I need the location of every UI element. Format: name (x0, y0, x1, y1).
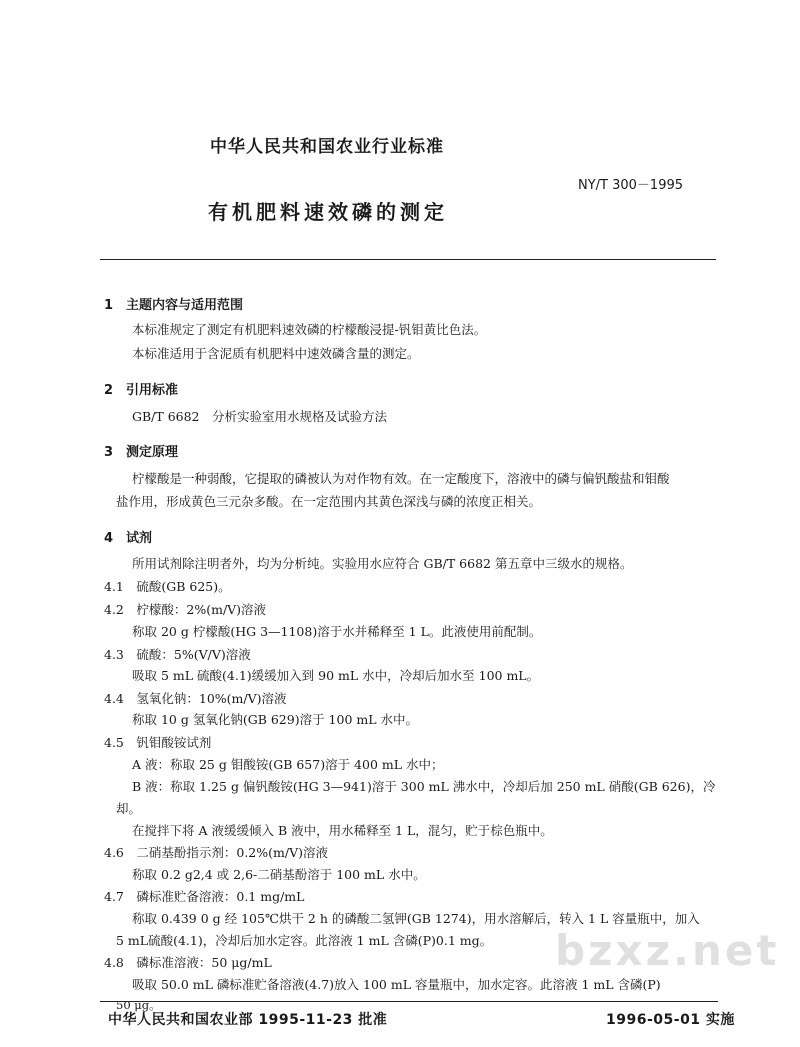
reagent-text: 称取 20 g 柠檬酸(HG 3—1108)溶于水并稀释至 1 L。此液使用前配制。 (132, 624, 542, 639)
reagent-text: 称取 0.439 0 g 经 105℃烘干 2 h 的磷酸二氢钾(GB 1274)，用水溶解后，转入 1 L 容量瓶中，加入 (132, 911, 700, 926)
section-4-heading: 4 试剂 (104, 531, 153, 546)
reagent-item: 4.6 二硝基酚指示剂：0.2%(m/V)溶液 (104, 845, 328, 860)
section-1-paragraph: 本标准规定了测定有机肥料速效磷的柠檬酸浸提-钒钼黄比色法。 (132, 322, 487, 337)
reagent-item: 4.1 硫酸(GB 625)。 (104, 579, 231, 594)
section-3-paragraph: 盐作用，形成黄色三元杂多酸。在一定范围内其黄色深浅与磷的浓度正相关。 (116, 494, 542, 509)
reagent-text: 称取 0.2 g2,4 或 2,6-二硝基酚溶于 100 mL 水中。 (132, 867, 426, 882)
reagent-text: 吸取 5 mL 硫酸(4.1)缓缓加入到 90 mL 水中，冷却后加水至 100 mL。 (132, 668, 540, 683)
section-1-heading: 1 主题内容与适用范围 (104, 298, 244, 313)
document-title: 有机肥料速效磷的测定 (208, 200, 448, 224)
reagent-item: 4.5 钒钼酸铵试剂 (104, 735, 212, 750)
implementation-date: 1996-05-01 实施 (606, 1012, 735, 1028)
reagent-item: 4.4 氢氧化钠：10%(m/V)溶液 (104, 691, 287, 706)
watermark: bzxz.net (555, 926, 780, 975)
header-divider (100, 259, 716, 260)
reagent-text: A 液：称取 25 g 钼酸铵(GB 657)溶于 400 mL 水中； (132, 757, 444, 772)
reagent-item: 4.7 磷标准贮备溶液：0.1 mg/mL (104, 889, 305, 904)
footer-divider (100, 1001, 718, 1002)
section-4-intro: 所用试剂除注明者外，均为分析纯。实验用水应符合 GB/T 6682 第五章中三级水的规格。 (132, 556, 633, 571)
reagent-text: 5 mL硫酸(4.1)，冷却后加水定容。此溶液 1 mL 含磷(P)0.1 mg。 (116, 933, 493, 948)
reagent-item: 4.8 磷标准溶液：50 μg/mL (104, 955, 272, 970)
section-3-paragraph: 柠檬酸是一种弱酸，它提取的磷被认为对作物有效。在一定酸度下，溶液中的磷与偏钒酸盐和钼酸 (132, 471, 670, 486)
section-2-paragraph: GB/T 6682 分析实验室用水规格及试验方法 (132, 409, 388, 424)
reagent-text: 吸取 50.0 mL 磷标准贮备溶液(4.7)放入 100 mL 容量瓶中，加水定容。此溶液 1 mL 含磷(P) (132, 977, 661, 992)
section-1-paragraph: 本标准适用于含泥质有机肥料中速效磷含量的测定。 (132, 346, 420, 361)
standard-number: NY/T 300－1995 (578, 178, 684, 193)
reagent-text: 称取 10 g 氢氧化钠(GB 629)溶于 100 mL 水中。 (132, 712, 419, 727)
reagent-item: 4.3 硫酸：5%(V/V)溶液 (104, 647, 251, 662)
issuing-org-title: 中华人民共和国农业行业标准 (210, 137, 444, 157)
reagent-text: 却。 (116, 801, 142, 816)
reagent-text: 50 μg。 (116, 998, 161, 1012)
section-2-heading: 2 引用标准 (104, 383, 179, 398)
reagent-text: B 液：称取 1.25 g 偏钒酸铵(HG 3—941)溶于 300 mL 沸水中，冷却后加 250 mL 硝酸(GB 626)，冷 (132, 779, 716, 794)
approval-info: 中华人民共和国农业部 1995-11-23 批准 (108, 1012, 388, 1028)
section-3-heading: 3 测定原理 (104, 445, 179, 460)
reagent-item: 4.2 柠檬酸：2%(m/V)溶液 (104, 602, 267, 617)
reagent-text: 在搅拌下将 A 液缓缓倾入 B 液中，用水稀释至 1 L，混匀，贮于棕色瓶中。 (132, 823, 553, 838)
